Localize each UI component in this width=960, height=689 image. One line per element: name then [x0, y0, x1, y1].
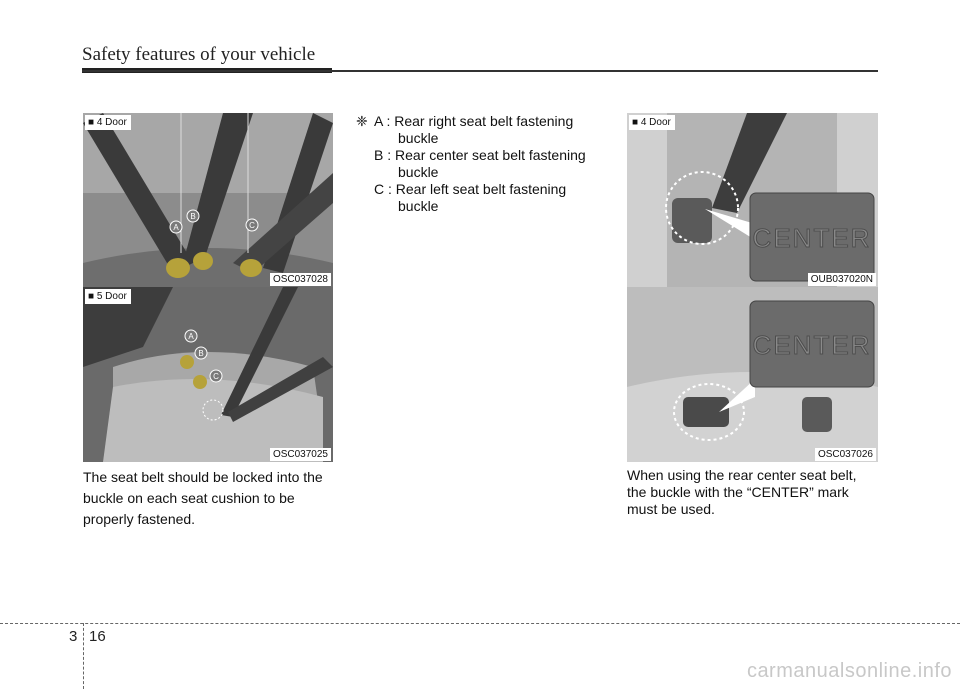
center-mark-text: CENTER [752, 330, 872, 360]
seat-photo-illustration [627, 113, 878, 287]
right-body-text: When using the rear center seat belt, the buckle with the “CENTER” mark must be used. [627, 467, 857, 517]
label-b: B [198, 349, 204, 358]
legend-text: Rear left seat belt fastening [395, 181, 567, 197]
label-b: B [190, 212, 196, 221]
legend-key: C : [374, 181, 392, 197]
label-c: C [249, 221, 255, 230]
seat-photo-illustration [83, 113, 333, 287]
seat-photo-illustration [83, 287, 333, 462]
figure-code: OSC037025 [270, 448, 331, 461]
legend-text: Rear right seat belt fastening [394, 113, 574, 129]
legend-item-b [356, 147, 604, 181]
seat-photo-illustration [627, 287, 878, 462]
figure-5door-buckles [83, 287, 333, 462]
buckle-legend [356, 113, 604, 215]
center-mark-text: CENTER [752, 223, 872, 253]
label-a: A [173, 223, 179, 232]
legend-key: A : [374, 113, 391, 129]
chapter-number: 3 [69, 628, 78, 645]
figure-center-buckle-bottom [627, 287, 878, 462]
variant-badge: ■ 4 Door [629, 115, 675, 130]
figure-code: OUB037020N [808, 273, 876, 286]
figure-4door-buckles [83, 113, 333, 287]
figure-center-buckle-top [627, 113, 878, 287]
variant-badge: ■ 5 Door [85, 289, 131, 304]
header-rule [82, 70, 878, 72]
figure-code: OSC037026 [815, 448, 876, 461]
legend-text: Rear center seat belt fastening [395, 147, 586, 163]
legend-text-cont: buckle [398, 164, 439, 180]
legend-item-c [356, 181, 604, 215]
page-number: 16 [89, 628, 106, 645]
legend-text-cont: buckle [398, 130, 439, 146]
footer-divider [83, 623, 84, 689]
legend-key: B : [374, 147, 392, 163]
legend-item-a [356, 113, 604, 147]
legend-mark: ❈ [356, 113, 368, 129]
figure-code: OSC037028 [270, 273, 331, 286]
footer-rule [0, 623, 960, 624]
legend-text-cont: buckle [398, 198, 439, 214]
label-a: A [188, 332, 194, 341]
header-title: Safety features of your vehicle [82, 44, 316, 65]
label-c: C [213, 372, 219, 381]
left-body-text: The seat belt should be locked into the buckle on each seat cushion to be properly fastened. [83, 469, 323, 527]
variant-badge: ■ 4 Door [85, 115, 131, 130]
watermark: carmanualsonline.info [746, 660, 952, 682]
